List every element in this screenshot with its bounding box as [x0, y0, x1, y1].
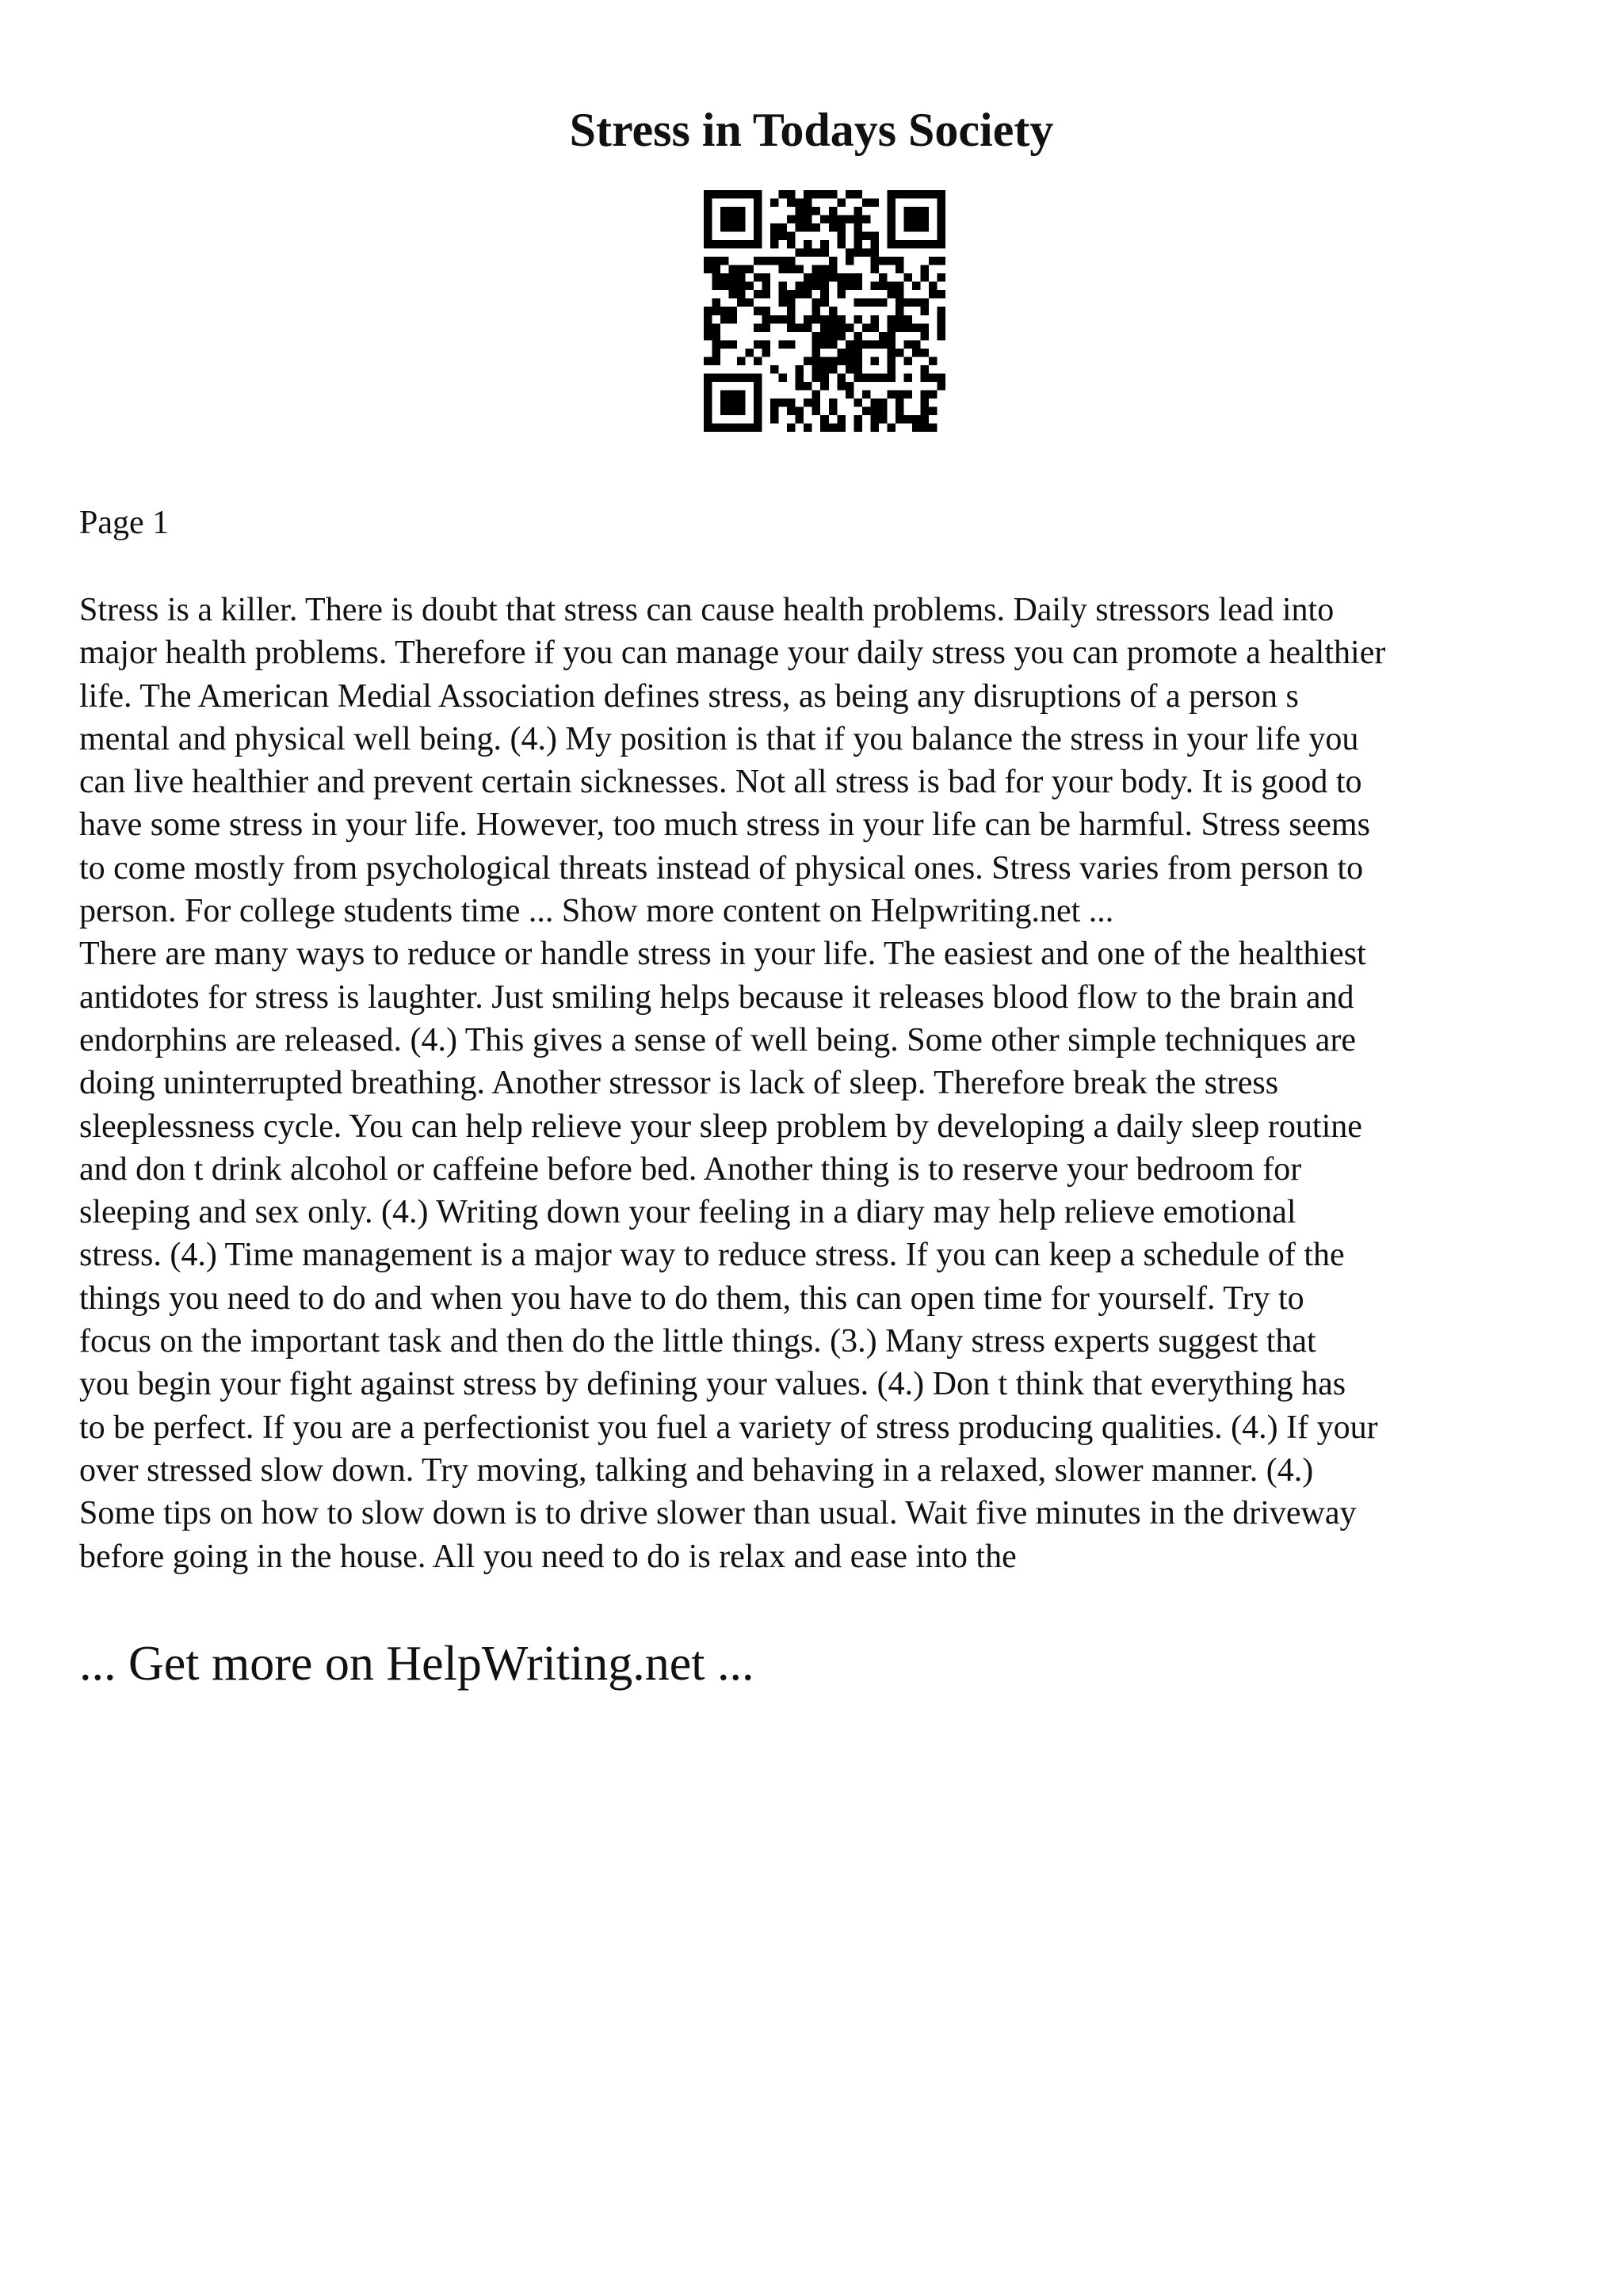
text-line: focus on the important task and then do the little things. (3.) Many stress experts suggest that: [79, 1323, 1316, 1360]
text-line: and don t drink alcohol or caffeine before bed. Another thing is to reserve your bedroom for: [79, 1150, 1302, 1188]
text-line: have some stress in your life. However, too much stress in your life can be harmful. Stress seems: [79, 807, 1370, 844]
text-line: over stressed slow down. Try moving, talking and behaving in a relaxed, slower manner. (4.): [79, 1451, 1314, 1489]
text-line: antidotes for stress is laughter. Just smiling helps because it releases blood flow to the brain and: [79, 978, 1354, 1016]
text-line: Stress is a killer. There is doubt that stress can cause health problems. Daily stressors lead into: [79, 592, 1335, 628]
text-line: life. The American Medial Association defines stress, as being any disruptions of a person s: [79, 677, 1299, 715]
text-line: major health problems. Therefore if you can manage your daily stress you can promote a healthier: [79, 635, 1386, 672]
text-line: endorphins are released. (4.) This gives a sense of well being. Some other simple techniques are: [79, 1021, 1357, 1058]
text-line: to come mostly from psychological threats instead of physical ones. Stress varies from person to: [79, 849, 1364, 887]
text-line: things you need to do and when you have to do them, this can open time for yourself. Try to: [79, 1280, 1304, 1317]
text-line: mental and physical well being. (4.) My position is that if you balance the stress in your life you: [79, 720, 1359, 757]
text-line: stress. (4.) Time management is a major way to reduce stress. If you can keep a schedule of the: [79, 1237, 1345, 1274]
get-more-link[interactable]: ... Get more on HelpWriting.net ...: [79, 1637, 754, 1691]
body-paragraph: [79, 589, 1553, 1578]
text-line: Some tips on how to slow down is to drive slower than usual. Wait five minutes in the driveway: [79, 1495, 1357, 1532]
text-line: can live healthier and prevent certain sicknesses. Not all stress is bad for your body. It is good to: [79, 764, 1362, 801]
page-number-label: Page 1: [79, 505, 170, 541]
text-line: doing uninterrupted breathing. Another stressor is lack of sleep. Therefore break the stress: [79, 1065, 1279, 1102]
text-line: to be perfect. If you are a perfectionist you fuel a variety of stress producing qualities. (4.) If your: [79, 1409, 1378, 1446]
document-title: Stress in Todays Society: [569, 104, 1054, 156]
text-line: before going in the house. All you need to do is relax and ease into the: [79, 1538, 1017, 1575]
text-line: There are many ways to reduce or handle stress in your life. The easiest and one of the healthiest: [79, 936, 1366, 973]
qr-code-icon: [704, 190, 945, 432]
text-line: sleeping and sex only. (4.) Writing down your feeling in a diary may help relieve emotional: [79, 1194, 1296, 1231]
text-line: you begin your fight against stress by defining your values. (4.) Don t think that everything has: [79, 1366, 1346, 1403]
text-line: sleeplessness cycle. You can help relieve your sleep problem by developing a daily sleep routine: [79, 1108, 1362, 1145]
text-line: person. For college students time ... Show more content on Helpwriting.net ...: [79, 893, 1114, 930]
